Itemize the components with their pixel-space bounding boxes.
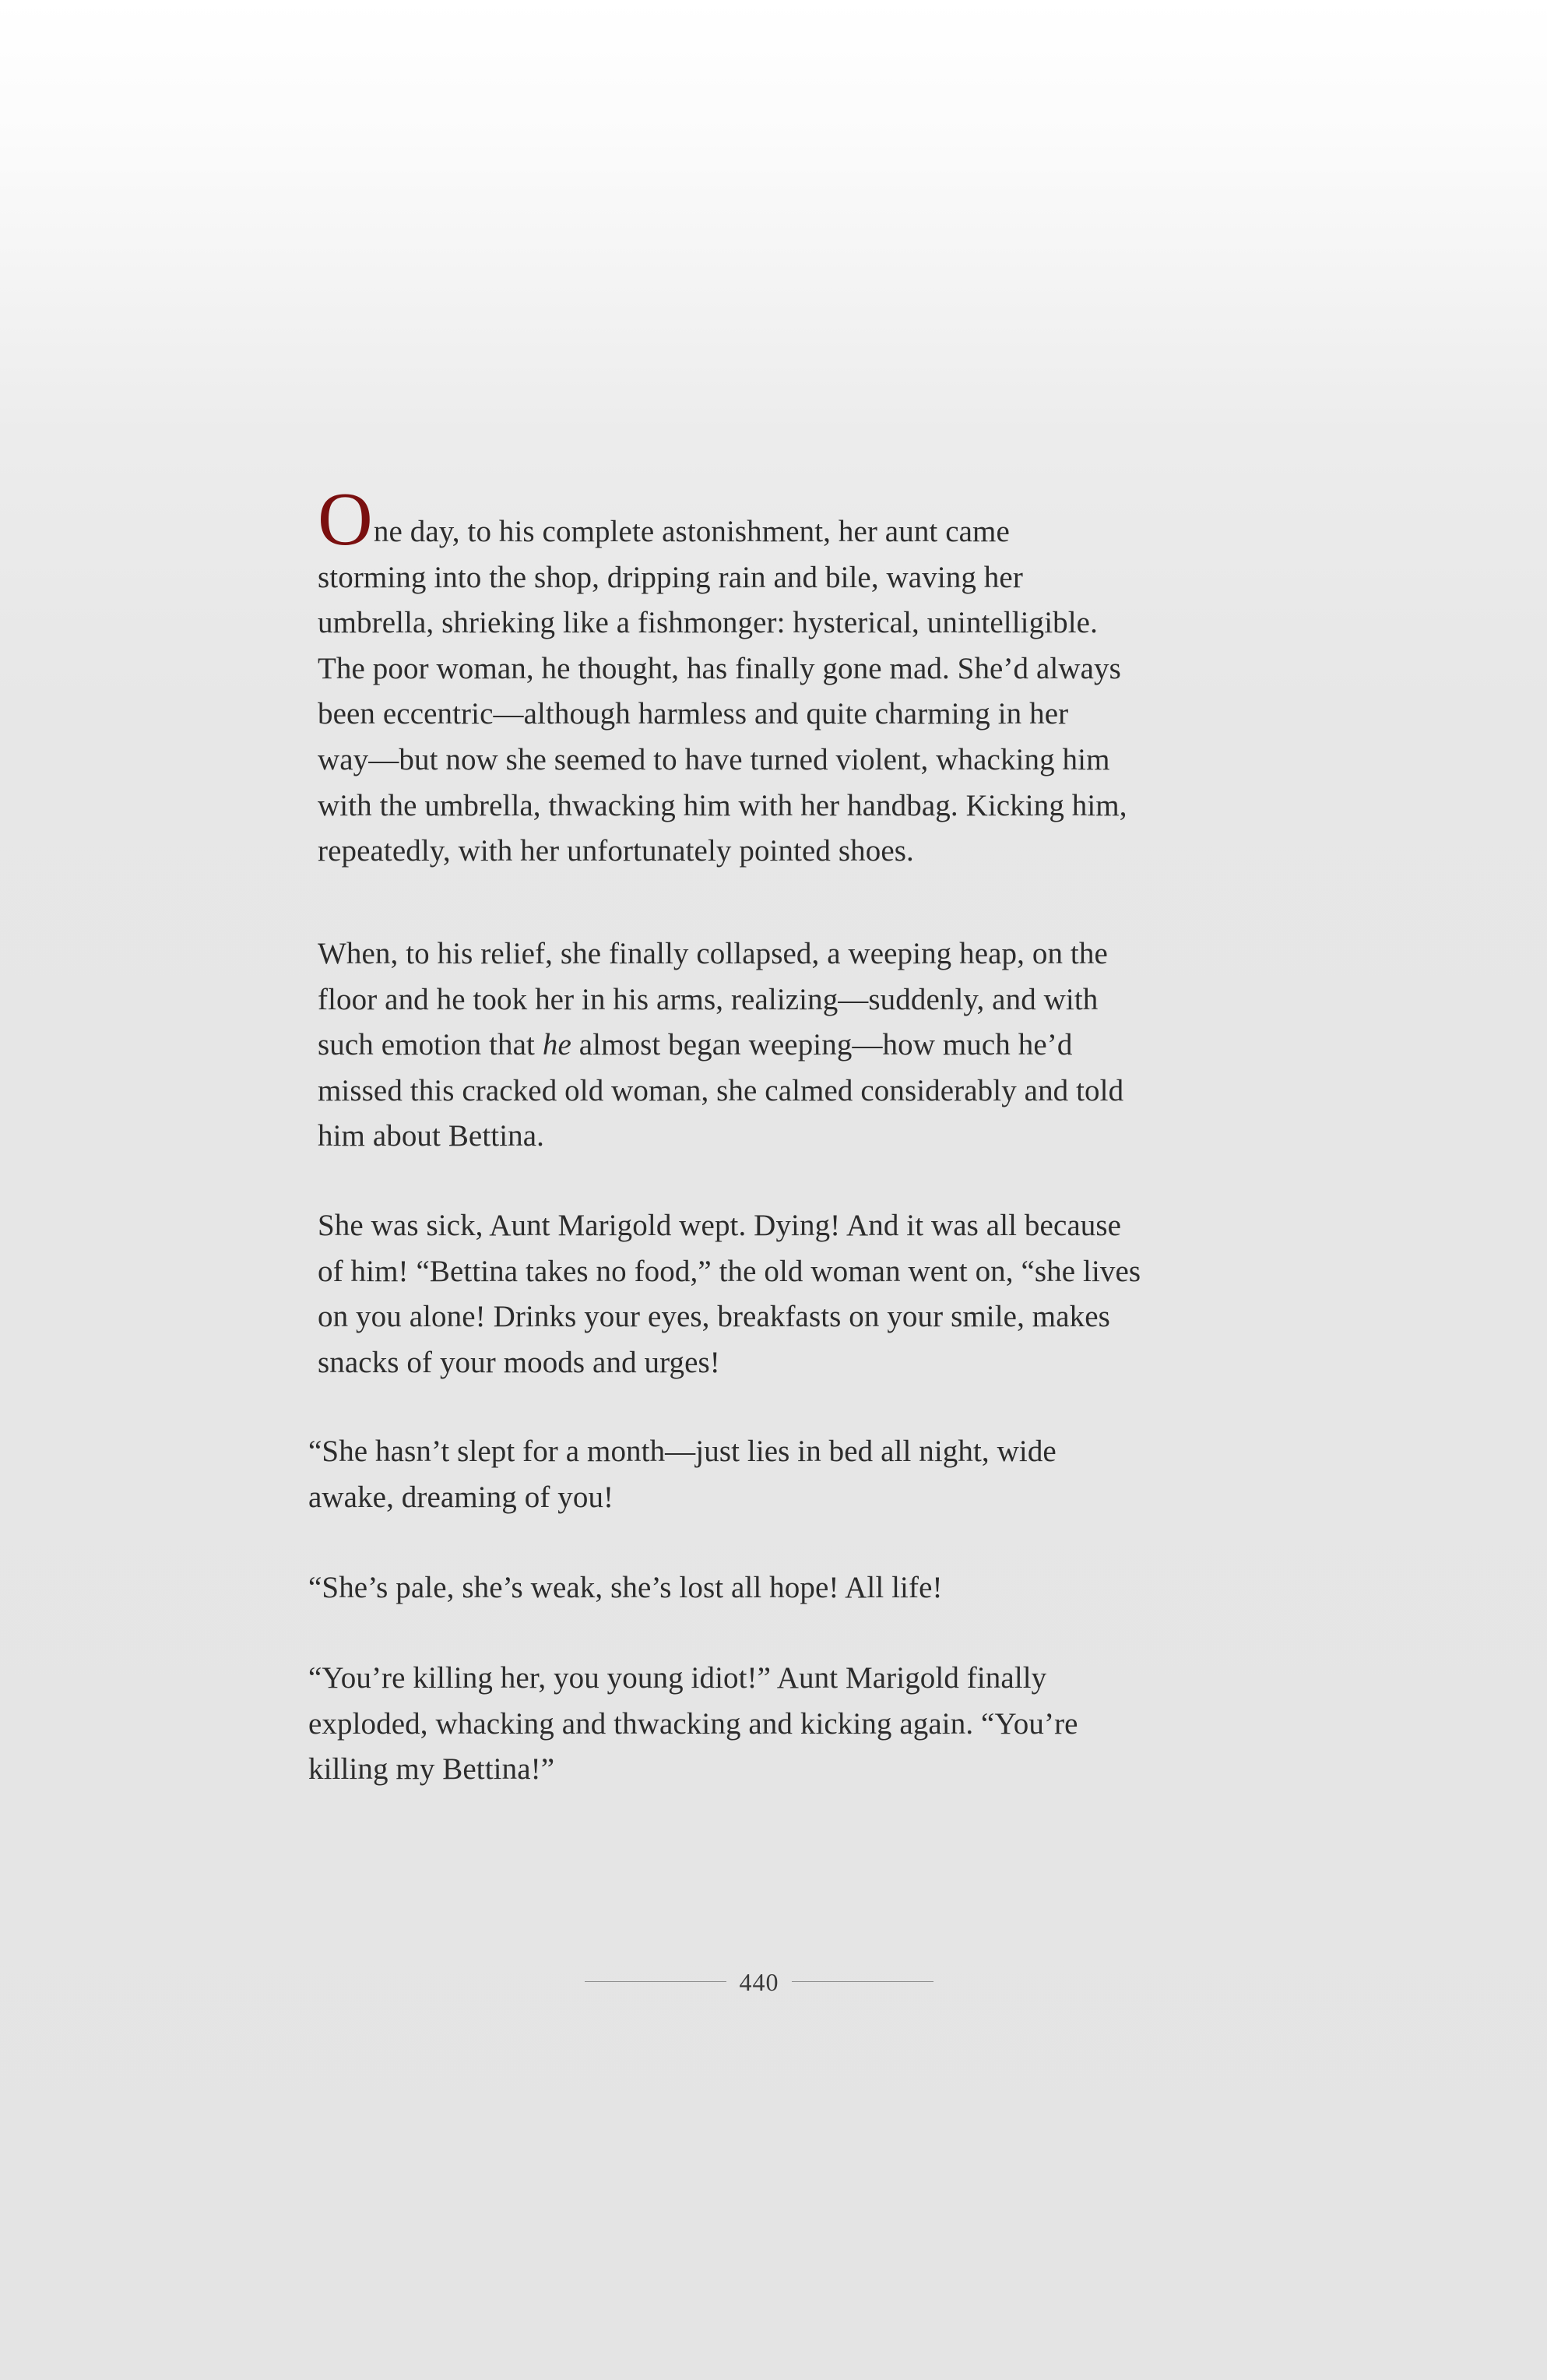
paragraph-5: “She’s pale, she’s weak, she’s lost all hope! All life! <box>308 1571 943 1604</box>
paragraph-2-text-before: When, to his relief, she finally collapsed, a weeping heap, on the floor and he took her in his arms, realizing—suddenly, and with such emotion that <box>318 937 1108 1062</box>
paragraph-1-text: ne day, to his complete astonishment, her aunt came storming into the shop, dripping rain and bile, waving her umbrella, shrieking like a fishmonger: hysterical, unintelligible. The poor woman, he thought, has finally gone mad. She’d always been eccentric—although harmless and quite charming in her way—but now she seemed to have turned violent, whacking him with the umbrella, thwacking him with her handbag. Kicking him, repeatedly, with her unfortunately pointed shoes. <box>318 515 1127 868</box>
paragraph-4: “She hasn’t slept for a month—just lies in bed all night, wide awake, dreaming of you! <box>308 1435 1057 1514</box>
paragraph-3: She was sick, Aunt Marigold wept. Dying! And it was all because of him! “Bettina takes no food,” the old woman went on, “she lives on you alone! Drinks your eyes, breakfasts on your smile, makes snacks of your moods and urges! <box>318 1209 1141 1379</box>
paragraph-6: “You’re killing her, you young idiot!” Aunt Marigold finally exploded, whacking and thwacking and kicking again. “You’re killing my Bettina!” <box>308 1661 1078 1787</box>
drop-cap: O <box>318 477 373 562</box>
paragraph-1 <box>318 477 1236 875</box>
paragraph-2 <box>318 931 1236 1160</box>
paragraph-2-italic: he <box>542 1028 571 1062</box>
page-number: 440 <box>739 1968 779 1996</box>
paragraph-2-text-after: almost began weeping—how much he’d missed this cracked old woman, she calmed considerably and told him about Bettina. <box>318 1028 1124 1153</box>
footer-rule-right <box>792 1981 933 1982</box>
page-footer <box>0 1963 1547 2002</box>
footer-rule-left <box>585 1981 726 1982</box>
